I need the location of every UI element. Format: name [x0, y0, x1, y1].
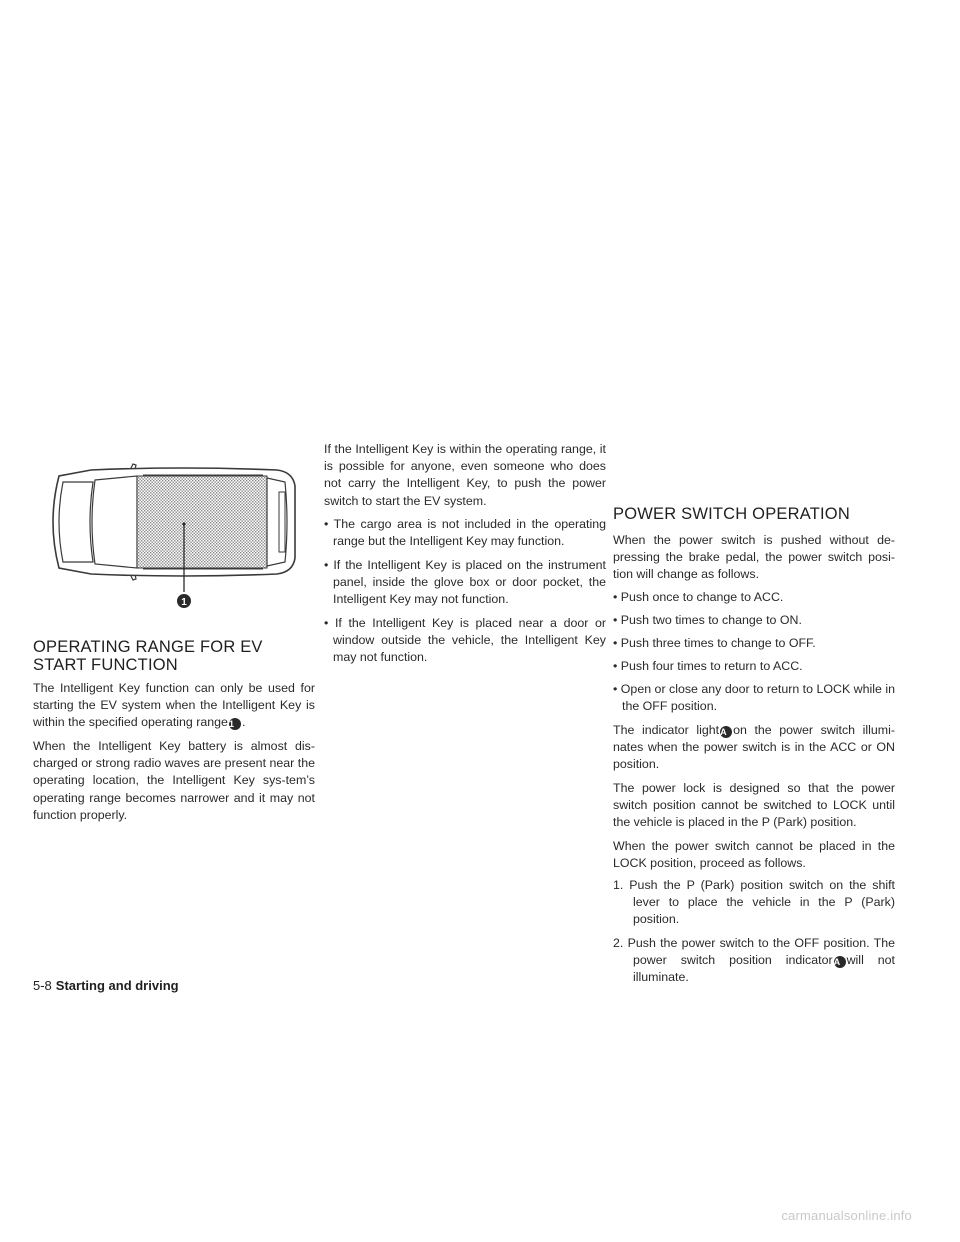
callout-1-icon: 1 [229, 718, 241, 730]
bullet-push-two: • Push two times to change to ON. [613, 613, 802, 627]
paragraph-text: The Intelligent Key function can only be used for starting the EV system when the Intelligent Key is within the specified operating range [33, 681, 315, 730]
callout-a-icon: A [834, 956, 846, 968]
bullet-push-once: • Push once to change to ACC. [613, 590, 784, 604]
callout-1-label: 1 [181, 597, 187, 608]
heading-power-switch-operation: POWER SWITCH OPERATION [613, 505, 850, 523]
paragraph-text-end: . [241, 715, 246, 730]
bullet-near-door: • If the Intelligent Key is placed near a door or window outside the vehicle, the Intelligent Key may not function. [324, 616, 606, 665]
paragraph-power-lock: The power lock is designed so that the power switch position cannot be switched to LOCK until the vehicle is placed in the P (Park) position. [613, 781, 895, 830]
vehicle-top-view-figure [33, 462, 315, 622]
bullet-push-three: • Push three times to change to OFF. [613, 636, 816, 650]
step-text-end: will not illuminate. [633, 953, 896, 985]
paragraph-operating-range-2: When the Intelligent Key battery is almost dis-charged or strong radio waves are present near the operating location, the Intelligent Key sys-tem’s operating range becomes narrower and it may not function properly. [33, 739, 315, 822]
bullet-instrument-panel: • If the Intelligent Key is placed on the instrument panel, inside the glove box or door pocket, the Intelligent Key may not function. [324, 558, 606, 607]
step-text: 2. Push the power switch to the OFF position. The power switch position indicator [613, 936, 895, 968]
paragraph-text-end: on the power switch illumi-nates when the power switch is in the ACC or ON position. [613, 723, 895, 772]
paragraph-text: The indicator light [613, 723, 720, 737]
bullet-push-four: • Push four times to return to ACC. [613, 659, 803, 673]
paragraph-operating-range-1 [33, 680, 315, 732]
paragraph-power-switch-intro: When the power switch is pushed without de-pressing the brake pedal, the power switch posi-tion will change as follows. [613, 533, 895, 582]
step-1: 1. Push the P (Park) position switch on the shift lever to place the vehicle in the P (Park) position. [613, 878, 895, 927]
bullet-cargo-area: • The cargo area is not included in the operating range but the Intelligent Key may function. [324, 517, 606, 549]
callout-a-icon: A [720, 726, 732, 738]
paragraph-indicator-light [613, 722, 895, 774]
paragraph-cannot-lock: When the power switch cannot be placed in the LOCK position, proceed as follows. [613, 839, 895, 871]
page-number: 5-8 [33, 978, 52, 993]
page-footer [33, 978, 179, 993]
bullet-open-close-door: • Open or close any door to return to LOCK while in the OFF position. [613, 682, 895, 714]
heading-operating-range: OPERATING RANGE FOR EV START FUNCTION [33, 638, 263, 674]
step-2 [603, 935, 895, 987]
watermark: carmanualsonline.info [781, 1208, 912, 1223]
section-title: Starting and driving [55, 978, 179, 993]
paragraph-anyone-can-start: If the Intelligent Key is within the operating range, it is possible for anyone, even someone who does not carry the Intelligent Key, to push the power switch to start the EV system. [324, 442, 606, 508]
